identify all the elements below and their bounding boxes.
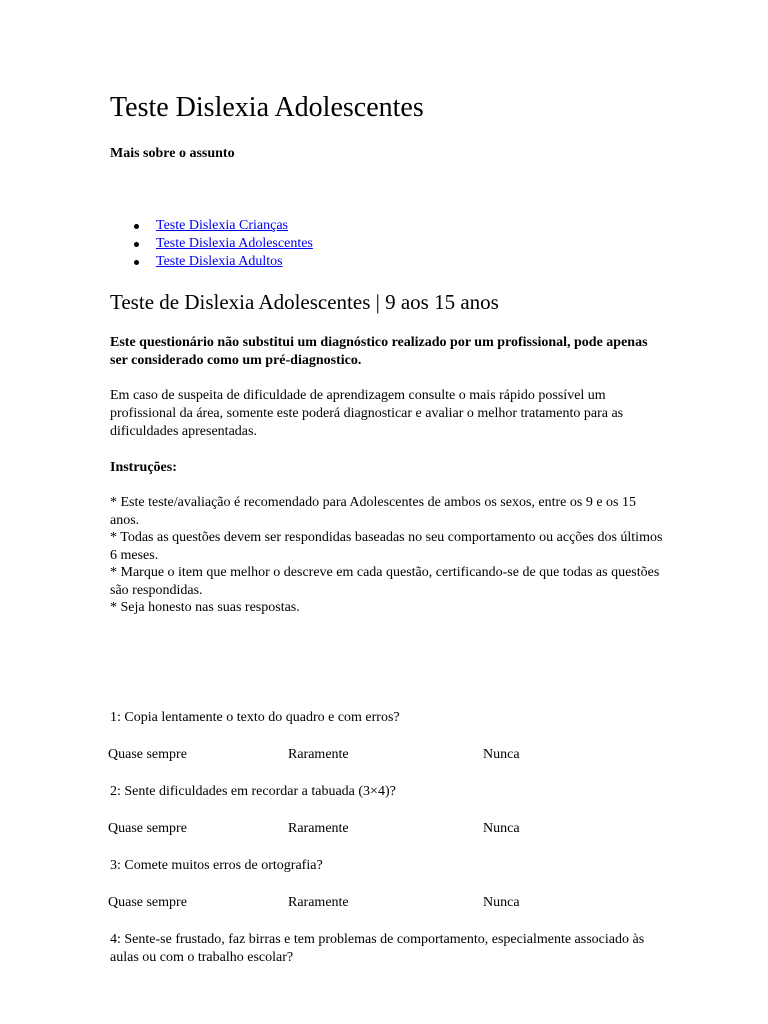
instructions-heading: Instruções: bbox=[110, 460, 177, 475]
question-4: 4: Sente-se frustado, faz birras e tem problemas de comportamento, especialmente associado às aulas ou com o trabalho escolar? bbox=[110, 932, 645, 965]
instruction-item: * Este teste/avaliação é recomendado para Adolescentes de ambos os sexos, entre os 9 e os 15 anos. bbox=[110, 495, 636, 528]
answer-quase-sempre[interactable]: Quase sempre bbox=[108, 895, 187, 910]
related-heading: Mais sobre o assunto bbox=[110, 146, 235, 161]
disclaimer-text: Este questionário não substitui um diagnóstico realizado por um profissional, pode apenas ser considerado como um pré-diagnostico. bbox=[110, 335, 648, 368]
list-item bbox=[156, 217, 313, 235]
answer-raramente[interactable]: Raramente bbox=[288, 821, 349, 836]
bullet-icon bbox=[134, 224, 139, 229]
answer-raramente[interactable]: Raramente bbox=[288, 895, 349, 910]
question-1: 1: Copia lentamente o texto do quadro e com erros? bbox=[110, 710, 400, 725]
answer-raramente[interactable]: Raramente bbox=[288, 747, 349, 762]
related-links-list bbox=[110, 217, 313, 271]
answer-row-1 bbox=[108, 746, 668, 764]
instructions-list bbox=[110, 494, 666, 617]
instruction-item: * Todas as questões devem ser respondidas baseadas no seu comportamento ou acções dos últimos 6 meses. bbox=[110, 530, 663, 563]
page-title: Teste Dislexia Adolescentes bbox=[110, 92, 424, 123]
question-2: 2: Sente dificuldades em recordar a tabuada (3×4)? bbox=[110, 784, 396, 799]
question-3: 3: Comete muitos erros de ortografia? bbox=[110, 858, 323, 873]
answer-nunca[interactable]: Nunca bbox=[483, 895, 520, 910]
list-item bbox=[156, 235, 313, 253]
instruction-item: * Seja honesto nas suas respostas. bbox=[110, 600, 300, 615]
answer-row-2 bbox=[108, 820, 668, 838]
link-teste-dislexia-adolescentes[interactable]: Teste Dislexia Adolescentes bbox=[156, 236, 313, 251]
answer-nunca[interactable]: Nunca bbox=[483, 747, 520, 762]
answer-quase-sempre[interactable]: Quase sempre bbox=[108, 821, 187, 836]
bullet-icon bbox=[134, 260, 139, 265]
intro-text: Em caso de suspeita de dificuldade de aprendizagem consulte o mais rápido possível um profissional da área, somente este poderá diagnosticar e avaliar o melhor tratamento para as dificuldades apresentadas. bbox=[110, 388, 624, 439]
answer-quase-sempre[interactable]: Quase sempre bbox=[108, 747, 187, 762]
list-item bbox=[156, 253, 313, 271]
instruction-item: * Marque o item que melhor o descreve em cada questão, certificando-se de que todas as questões são respondidas. bbox=[110, 565, 660, 598]
answer-row-3 bbox=[108, 894, 668, 912]
answer-nunca[interactable]: Nunca bbox=[483, 821, 520, 836]
link-teste-dislexia-adultos[interactable]: Teste Dislexia Adultos bbox=[156, 254, 283, 269]
bullet-icon bbox=[134, 242, 139, 247]
section-title: Teste de Dislexia Adolescentes | 9 aos 15 anos bbox=[110, 290, 499, 314]
link-teste-dislexia-criancas[interactable]: Teste Dislexia Crianças bbox=[156, 218, 288, 233]
